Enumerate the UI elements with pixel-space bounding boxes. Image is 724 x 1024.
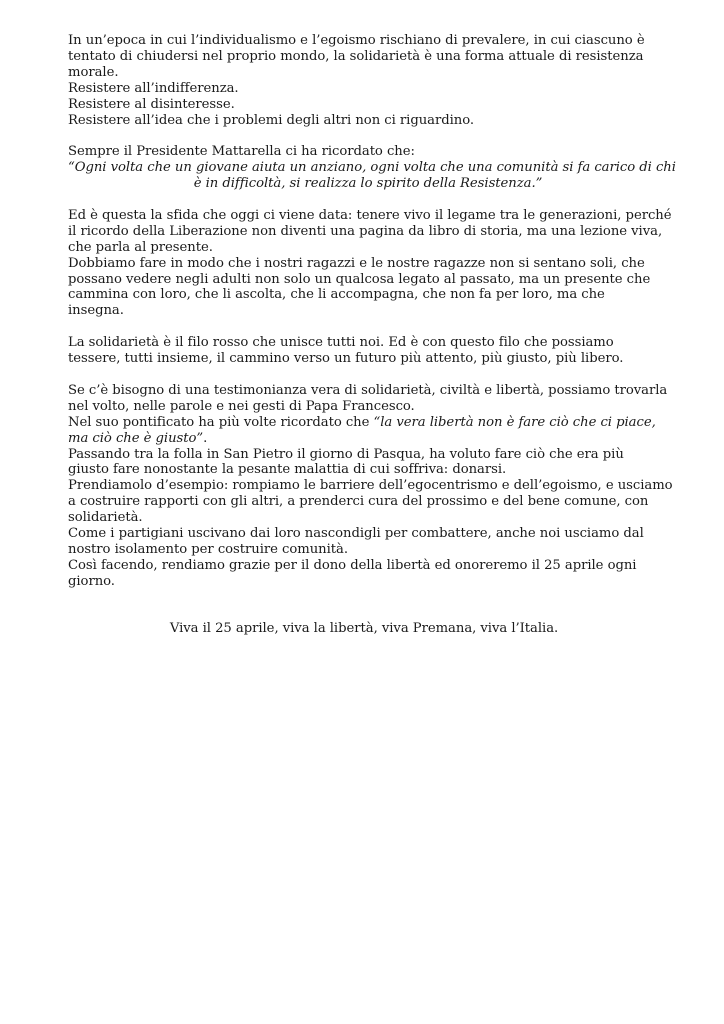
text-line: giorno.: [68, 573, 115, 589]
quote-line: è in difficoltà, si realizza lo spirito della Resistenza.”: [193, 176, 543, 192]
text-line: solidarietà.: [68, 510, 143, 526]
text-fragment: Nel suo pontificato ha più volte ricordato che: [68, 414, 374, 430]
text-line: La solidarietà è il filo rosso che unisce tutti noi. Ed è con questo filo che possiamo: [68, 335, 614, 351]
text-line: nostro isolamento per costruire comunità.: [68, 541, 348, 557]
text-line: Come i partigiani uscivano dai loro nascondigli per combattere, anche noi usciamo dal: [68, 526, 644, 542]
text-line: che parla al presente.: [68, 239, 213, 255]
text-line: giusto fare nonostante la pesante malattia di cui soffriva: donarsi.: [68, 462, 507, 478]
text-line-mixed: [68, 415, 668, 431]
text-line: Passando tra la folla in San Pietro il giorno di Pasqua, ha voluto fare ciò che era più: [68, 446, 624, 462]
text-line: a costruire rapporti con gli altri, a prenderci cura del prossimo e del bene comune, con: [68, 494, 649, 510]
text-line: tessere, tutti insieme, il cammino verso un futuro più attento, più giusto, più libero.: [68, 351, 624, 367]
paragraph-gap: [68, 590, 668, 606]
paragraph-gap: [68, 606, 668, 622]
quote-line: “Ogni volta che un giovane aiuta un anziano, ogni volta che una comunità si fa carico di chi: [68, 160, 676, 176]
text-line: il ricordo della Liberazione non diventi una pagina da libro di storia, ma una lezione viva,: [68, 223, 663, 239]
paragraph-gap: [68, 128, 668, 144]
text-line: insegna.: [68, 303, 124, 319]
text-line: Dobbiamo fare in modo che i nostri ragazzi e le nostre ragazze non si sentano soli, che: [68, 255, 645, 271]
paragraph-filo-rosso: [68, 335, 668, 367]
paragraph-gap: [68, 319, 668, 335]
text-line: tentato di chiudersi nel proprio mondo, la solidarietà è una forma attuale di resistenza: [68, 48, 644, 64]
quote-intro: Sempre il Presidente Mattarella ci ha ricordato che:: [68, 144, 415, 160]
text-line-mixed: [68, 431, 668, 447]
text-line: nel volto, nelle parole e nei gesti di Papa Francesco.: [68, 398, 415, 414]
text-line: possano vedere negli adulti non solo un qualcosa legato al passato, ma un presente che: [68, 271, 651, 287]
quote-fragment: “la vera libertà non è fare ciò che ci piace,: [373, 414, 656, 430]
text-line: Così facendo, rendiamo grazie per il dono della libertà ed onoreremo il 25 aprile ogni: [68, 557, 637, 573]
paragraph-gap: [68, 367, 668, 383]
closing-line: Viva il 25 aprile, viva la libertà, viva Premana, viva l’Italia.: [169, 621, 559, 637]
text-line: Resistere al disinteresse.: [68, 96, 235, 112]
paragraph-gap: [68, 192, 668, 208]
text-line: In un’epoca in cui l’individualismo e l’egoismo rischiano di prevalere, in cui ciascuno è: [68, 33, 645, 48]
text-line: cammina con loro, che li ascolta, che li accompagna, che non fa per loro, ma che: [68, 287, 605, 303]
paragraph-papa-francesco: [68, 382, 673, 590]
paragraph-mattarella: [68, 144, 676, 192]
text-line: Resistere all’indifferenza.: [68, 80, 239, 96]
text-line: Se c’è bisogno di una testimonianza vera di solidarietà, civiltà e libertà, possiamo trovarla: [68, 382, 668, 398]
paragraph-sfida-generazioni: [68, 207, 672, 319]
paragraph-resistenza-morale: [68, 33, 668, 128]
text-line: Ed è questa la sfida che oggi ci viene data: tenere vivo il legame tra le generazioni, perché: [68, 207, 672, 223]
text-fragment: .: [203, 430, 208, 446]
document-page: [68, 33, 676, 637]
text-line: morale.: [68, 64, 119, 80]
text-line: Prendiamolo d’esempio: rompiamo le barriere dell’egocentrismo e dell’egoismo, e usciamo: [68, 478, 673, 494]
text-line: Resistere all’idea che i problemi degli altri non ci riguardino.: [68, 112, 475, 128]
quote-fragment: ma ciò che è giusto”: [68, 430, 204, 446]
